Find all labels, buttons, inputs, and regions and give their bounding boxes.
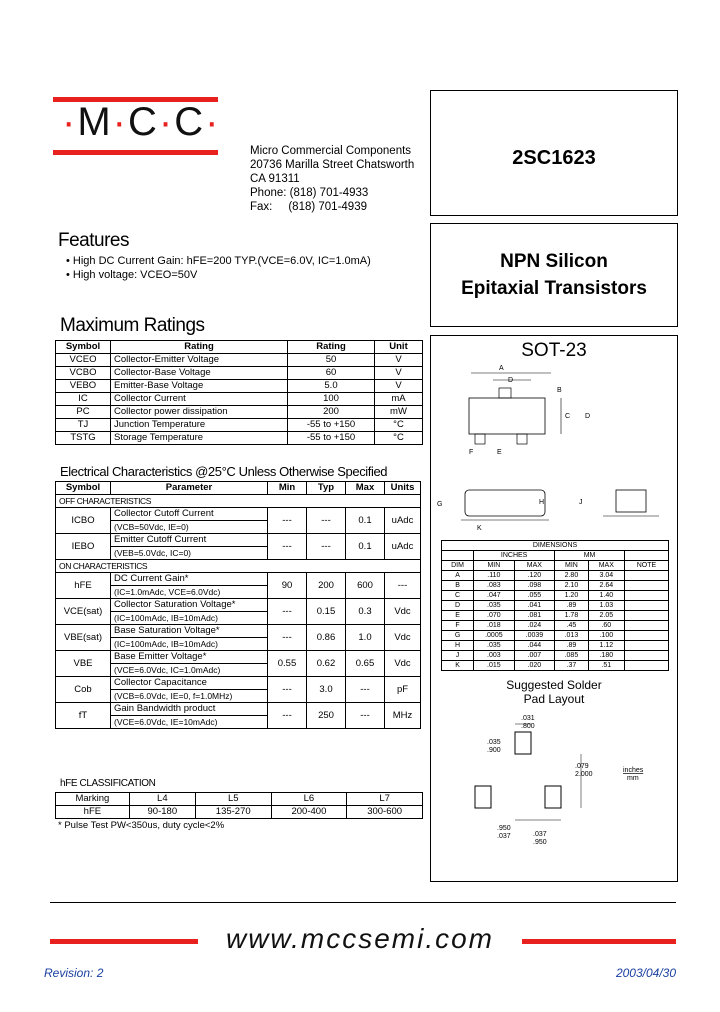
dim-cell: E: [442, 611, 474, 621]
mr-cell: °C: [375, 432, 423, 445]
ec-min: ---: [268, 534, 307, 560]
ec-row: [56, 651, 421, 664]
dim-title: DIMENSIONS: [442, 541, 669, 551]
dim-cell: K: [442, 661, 474, 671]
mr-cell: Storage Temperature: [111, 432, 288, 445]
mr-cell: IC: [56, 393, 111, 406]
pad-unit-inches: inches: [623, 767, 644, 774]
mr-row: [56, 393, 423, 406]
hfe-class-table: [55, 792, 423, 819]
dim-cell: [624, 631, 668, 641]
sot23-pin-right: [517, 434, 527, 444]
dim-cell: .085: [555, 651, 589, 661]
dim-label-e: E: [497, 449, 502, 456]
sot23-pin-left: [475, 434, 485, 444]
dim-cell: .0039: [514, 631, 555, 641]
features-title: Features: [58, 230, 129, 251]
pad-unit-mm: mm: [627, 775, 639, 782]
company-phone: Phone: (818) 701-4933: [250, 187, 369, 199]
dim-cell: F: [442, 621, 474, 631]
dim-blank2: [624, 551, 668, 561]
revision: Revision: 2: [44, 966, 104, 980]
ec-max: 0.65: [346, 651, 385, 677]
mr-cell: 5.0: [288, 380, 375, 393]
dimensions-table: [441, 540, 669, 671]
logo-bottom-bar: [53, 150, 218, 155]
logo-letter-c2: C: [174, 100, 206, 144]
ec-unit: uAdc: [385, 534, 421, 560]
pad-dim3a: .079: [575, 763, 589, 770]
mr-row: [56, 406, 423, 419]
dim-label-g: G: [437, 501, 443, 508]
ec-min: ---: [268, 703, 307, 729]
ec-param: Base Saturation Voltage*: [111, 625, 268, 638]
ec-max: 1.0: [346, 625, 385, 651]
mr-header: Symbol: [56, 341, 111, 354]
ec-param: Base Emitter Voltage*: [111, 651, 268, 664]
dim-row: [442, 571, 669, 581]
hfe-class-row2: [56, 806, 423, 819]
dim-row: [442, 591, 669, 601]
ec-typ: ---: [307, 534, 346, 560]
ec-min: ---: [268, 677, 307, 703]
ec-condition: (IC=100mAdc, IB=10mAdc): [111, 612, 268, 625]
hfe-cell: L4: [129, 793, 195, 806]
dim-row: [442, 641, 669, 651]
ec-unit: ---: [385, 573, 421, 599]
package-box: [430, 335, 678, 882]
dim-cell: [624, 641, 668, 651]
dim-cell: 3.04: [588, 571, 624, 581]
ec-symbol: ICBO: [56, 508, 111, 534]
ec-max: 0.1: [346, 534, 385, 560]
pad-left: [475, 786, 491, 808]
feature-item: • High DC Current Gain: hFE=200 TYP.(VCE=6.0V, IC=1.0mA): [66, 255, 371, 267]
part-number-box: [430, 90, 678, 216]
elec-table: [55, 481, 421, 729]
dim-cell: 1.12: [588, 641, 624, 651]
ec-min: ---: [268, 625, 307, 651]
logo-dot: ·: [62, 100, 78, 144]
ec-row: [56, 508, 421, 521]
dim-row: [442, 581, 669, 591]
dim-header: MAX: [514, 561, 555, 571]
mr-header: Rating: [111, 341, 288, 354]
mr-cell: -55 to +150: [288, 419, 375, 432]
ec-condition: (VCB=50Vdc, IE=0): [111, 521, 268, 534]
ec-symbol: VBE(sat): [56, 625, 111, 651]
dim-label-d: D: [585, 413, 591, 420]
dim-label-a: A: [499, 365, 504, 372]
dim-cell: [624, 581, 668, 591]
description-box: [430, 223, 678, 327]
dim-cell: [624, 621, 668, 631]
ec-max: 0.1: [346, 508, 385, 534]
dim-cell: .035: [474, 601, 515, 611]
dim-label-d-top: D: [508, 377, 514, 384]
ec-min: 0.55: [268, 651, 307, 677]
dim-cell: .51: [588, 661, 624, 671]
dim-row: [442, 611, 669, 621]
ec-unit: uAdc: [385, 508, 421, 534]
pad-layout-title: [431, 678, 677, 706]
dim-cell: 1.20: [555, 591, 589, 601]
sot23-drawing: [431, 358, 677, 558]
elec-title: Electrical Characteristics @25°C Unless Otherwise Specified: [60, 464, 388, 479]
dim-cell: 2.80: [555, 571, 589, 581]
ec-typ: 0.86: [307, 625, 346, 651]
dim-cell: [624, 611, 668, 621]
dim-label-k: K: [477, 525, 482, 532]
hfe-cell: Marking: [56, 793, 130, 806]
mr-cell: VCEO: [56, 354, 111, 367]
ec-unit: Vdc: [385, 599, 421, 625]
dim-cell: 1.03: [588, 601, 624, 611]
dim-cell: B: [442, 581, 474, 591]
hfe-cell: 200-400: [271, 806, 347, 819]
max-ratings-title: Maximum Ratings: [60, 315, 205, 336]
mr-row: [56, 432, 423, 445]
ec-header: Units: [385, 482, 421, 495]
dim-cell: .020: [514, 661, 555, 671]
hfe-class-row1: [56, 793, 423, 806]
website-link[interactable]: www.mccsemi.com: [225, 923, 494, 954]
mr-cell: V: [375, 354, 423, 367]
dim-cell: [624, 601, 668, 611]
dim-group-mm: MM: [555, 551, 625, 561]
dim-cell: .003: [474, 651, 515, 661]
hfe-cell: L5: [195, 793, 271, 806]
pad-dim2a: .035: [487, 739, 501, 746]
mr-row: [56, 367, 423, 380]
logo-dot: ·: [205, 100, 221, 144]
pad-layout-drawing: [431, 708, 677, 848]
ec-max: ---: [346, 703, 385, 729]
dim-cell: .45: [555, 621, 589, 631]
hfe-class-title: hFE CLASSIFICATION: [60, 778, 156, 789]
ec-symbol: IEBO: [56, 534, 111, 560]
ec-min: ---: [268, 508, 307, 534]
mr-cell: PC: [56, 406, 111, 419]
dim-cell: .120: [514, 571, 555, 581]
ec-condition: (VEB=5.0Vdc, IC=0): [111, 547, 268, 560]
ec-row: [56, 677, 421, 690]
mr-row: [56, 380, 423, 393]
pad-layout-title1: Suggested Solder: [506, 678, 602, 692]
pulse-note: * Pulse Test PW<350us, duty cycle<2%: [58, 820, 225, 831]
ec-row: [56, 625, 421, 638]
dim-blank: [442, 551, 474, 561]
dim-cell: .013: [555, 631, 589, 641]
ec-row: [56, 703, 421, 716]
mr-cell: V: [375, 380, 423, 393]
mr-cell: 60: [288, 367, 375, 380]
ec-typ: 0.15: [307, 599, 346, 625]
dim-row: [442, 621, 669, 631]
dim-cell: .60: [588, 621, 624, 631]
mr-cell: Emitter-Base Voltage: [111, 380, 288, 393]
dim-cell: 2.64: [588, 581, 624, 591]
pad-dim4b: .950: [533, 839, 547, 846]
mr-cell: 200: [288, 406, 375, 419]
ec-symbol: VCE(sat): [56, 599, 111, 625]
mr-cell: 100: [288, 393, 375, 406]
ec-typ: ---: [307, 508, 346, 534]
mr-cell: TJ: [56, 419, 111, 432]
mr-cell: TSTG: [56, 432, 111, 445]
ec-symbol: VBE: [56, 651, 111, 677]
logo-dot: ·: [158, 100, 175, 144]
dim-cell: .015: [474, 661, 515, 671]
mr-cell: 50: [288, 354, 375, 367]
dim-label-h: H: [539, 499, 545, 506]
dim-cell: .37: [555, 661, 589, 671]
pad-dim1b: .800: [521, 723, 535, 730]
dim-cell: .89: [555, 641, 589, 651]
dim-row: [442, 661, 669, 671]
package-title: SOT-23: [521, 340, 587, 361]
company-street: 20736 Marilla Street Chatsworth: [250, 159, 415, 171]
pad-top: [515, 732, 531, 754]
ec-header: Parameter: [111, 482, 268, 495]
ec-typ: 0.62: [307, 651, 346, 677]
mr-row: [56, 354, 423, 367]
pad-dim5b: .037: [497, 833, 511, 840]
ec-unit: pF: [385, 677, 421, 703]
ec-condition: (VCE=6.0Vdc, IE=10mAdc): [111, 716, 268, 729]
ec-param: Gain Bandwidth product: [111, 703, 268, 716]
sot23-end-body: [616, 490, 646, 512]
on-char-title: ON CHARACTERISTICS: [56, 560, 421, 573]
ec-header: Typ: [307, 482, 346, 495]
logo-letter-c: C: [127, 100, 159, 144]
dim-row: [442, 651, 669, 661]
ec-max: 600: [346, 573, 385, 599]
mr-cell: Collector power dissipation: [111, 406, 288, 419]
ec-symbol: Cob: [56, 677, 111, 703]
dim-header: MAX: [588, 561, 624, 571]
ec-unit: MHz: [385, 703, 421, 729]
dim-cell: .007: [514, 651, 555, 661]
dim-cell: .180: [588, 651, 624, 661]
ec-param: Collector Capacitance: [111, 677, 268, 690]
dim-cell: D: [442, 601, 474, 611]
dim-row: [442, 601, 669, 611]
dim-row: [442, 631, 669, 641]
dim-cell: A: [442, 571, 474, 581]
ec-min: 90: [268, 573, 307, 599]
sot23-pin-top: [499, 388, 511, 398]
dim-cell: 1.40: [588, 591, 624, 601]
hfe-cell: 300-600: [347, 806, 423, 819]
logo-letter-m: M: [77, 100, 113, 144]
dim-label-f: F: [469, 449, 474, 456]
dim-header: DIM: [442, 561, 474, 571]
dim-cell: .110: [474, 571, 515, 581]
mr-cell: mA: [375, 393, 423, 406]
ec-header: Max: [346, 482, 385, 495]
hfe-cell: hFE: [56, 806, 130, 819]
sot23-side-body: [465, 490, 545, 516]
dim-cell: .083: [474, 581, 515, 591]
dim-cell: G: [442, 631, 474, 641]
mcc-logo: [62, 100, 220, 145]
logo-dot: ·: [112, 100, 128, 144]
dim-label-j: J: [579, 499, 583, 506]
pad-right: [545, 786, 561, 808]
dim-header: NOTE: [624, 561, 668, 571]
dim-cell: .081: [514, 611, 555, 621]
ec-param: DC Current Gain*: [111, 573, 268, 586]
dim-header: MIN: [555, 561, 589, 571]
ec-typ: 200: [307, 573, 346, 599]
company-city: CA 91311: [250, 173, 300, 185]
dim-cell: 1.78: [555, 611, 589, 621]
pad-dim3b: 2.000: [575, 771, 593, 778]
ec-header: Min: [268, 482, 307, 495]
bottom-rule: [50, 902, 676, 903]
ec-typ: 250: [307, 703, 346, 729]
dim-cell: .098: [514, 581, 555, 591]
ec-condition: (VCB=6.0Vdc, IE=0, f=1.0MHz): [111, 690, 268, 703]
dim-cell: C: [442, 591, 474, 601]
ec-condition: (IC=1.0mAdc, VCE=6.0Vdc): [111, 586, 268, 599]
ec-unit: Vdc: [385, 651, 421, 677]
mr-cell: Collector-Emitter Voltage: [111, 354, 288, 367]
dim-cell: .041: [514, 601, 555, 611]
hfe-cell: L7: [347, 793, 423, 806]
dim-cell: 2.10: [555, 581, 589, 591]
dim-label-b: B: [557, 387, 562, 394]
part-number: 2SC1623: [512, 147, 596, 169]
dim-cell: 2.05: [588, 611, 624, 621]
mr-row: [56, 419, 423, 432]
dim-cell: .047: [474, 591, 515, 601]
dim-cell: .0005: [474, 631, 515, 641]
hfe-cell: 90-180: [129, 806, 195, 819]
ec-row: [56, 534, 421, 547]
ec-param: Collector Saturation Voltage*: [111, 599, 268, 612]
ec-condition: (VCE=6.0Vdc, IC=1.0mAdc): [111, 664, 268, 677]
company-address: [250, 144, 414, 214]
mr-cell: Junction Temperature: [111, 419, 288, 432]
mr-cell: -55 to +150: [288, 432, 375, 445]
off-char-title: OFF CHARACTERISTICS: [56, 495, 421, 508]
dim-group-inches: INCHES: [474, 551, 555, 561]
ec-row: [56, 599, 421, 612]
dim-cell: H: [442, 641, 474, 651]
dim-label-c: C: [565, 413, 571, 420]
company-fax: Fax: (818) 701-4939: [250, 201, 367, 213]
sot23-top-body: [469, 398, 545, 434]
dim-cell: [624, 591, 668, 601]
ec-symbol: hFE: [56, 573, 111, 599]
ec-max: 0.3: [346, 599, 385, 625]
pad-dim4a: .037: [533, 831, 547, 838]
pad-dim5a: .950: [497, 825, 511, 832]
company-name: Micro Commercial Components: [250, 145, 412, 157]
ec-param: Emitter Cutoff Current: [111, 534, 268, 547]
dim-cell: .89: [555, 601, 589, 611]
dim-cell: J: [442, 651, 474, 661]
max-ratings-table: [55, 340, 423, 445]
description-line2: Epitaxial Transistors: [461, 278, 647, 299]
mr-cell: Collector-Base Voltage: [111, 367, 288, 380]
ec-row: [56, 573, 421, 586]
dim-cell: [624, 571, 668, 581]
description-line1: NPN Silicon: [500, 251, 608, 272]
mr-header: Unit: [375, 341, 423, 354]
dim-cell: .055: [514, 591, 555, 601]
dim-cell: [624, 651, 668, 661]
dim-header: MIN: [474, 561, 515, 571]
dim-cell: .044: [514, 641, 555, 651]
mr-cell: Collector Current: [111, 393, 288, 406]
dim-cell: .100: [588, 631, 624, 641]
mr-header: Rating: [288, 341, 375, 354]
pad-dim1a: .031: [521, 715, 535, 722]
pad-dim2b: .900: [487, 747, 501, 754]
ec-min: ---: [268, 599, 307, 625]
ec-max: ---: [346, 677, 385, 703]
dim-cell: .018: [474, 621, 515, 631]
ec-param: Collector Cutoff Current: [111, 508, 268, 521]
ec-header: Symbol: [56, 482, 111, 495]
hfe-cell: L6: [271, 793, 347, 806]
dim-cell: .024: [514, 621, 555, 631]
ec-condition: (IC=100mAdc, IB=10mAdc): [111, 638, 268, 651]
dim-cell: .035: [474, 641, 515, 651]
pad-layout-title2: Pad Layout: [523, 692, 585, 706]
mr-cell: VEBO: [56, 380, 111, 393]
mr-cell: °C: [375, 419, 423, 432]
mr-cell: VCBO: [56, 367, 111, 380]
date: 2003/04/30: [615, 966, 676, 980]
ec-unit: Vdc: [385, 625, 421, 651]
dim-cell: [624, 661, 668, 671]
hfe-cell: 135-270: [195, 806, 271, 819]
dim-cell: .070: [474, 611, 515, 621]
ec-typ: 3.0: [307, 677, 346, 703]
mr-cell: mW: [375, 406, 423, 419]
feature-item: • High voltage: VCEO=50V: [66, 269, 198, 281]
mr-cell: V: [375, 367, 423, 380]
ec-symbol: fT: [56, 703, 111, 729]
description: [431, 248, 677, 302]
